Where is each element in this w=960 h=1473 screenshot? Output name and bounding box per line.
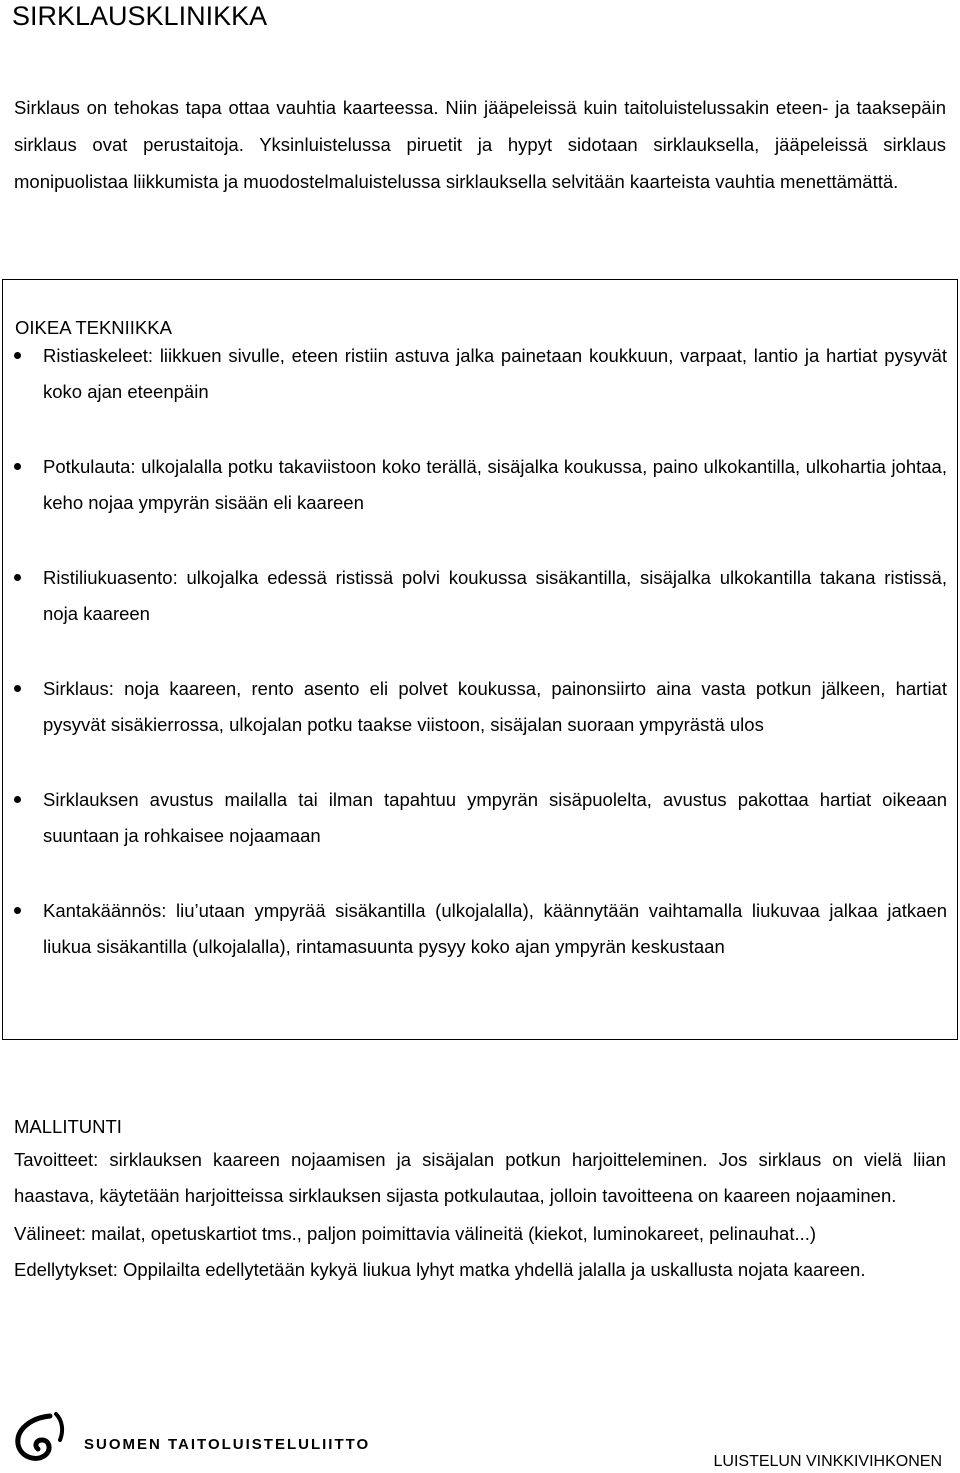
series-label: LUISTELUN VINKKIVIHKONEN xyxy=(713,1453,942,1470)
bullet-icon xyxy=(14,574,21,581)
technique-box xyxy=(2,279,958,1040)
federation-name: SUOMEN TAITOLUISTELULIITTO xyxy=(84,1436,371,1453)
model-lesson-section xyxy=(14,1112,946,1288)
federation-logo xyxy=(12,1412,371,1462)
list-item xyxy=(3,893,957,965)
list-item-text: Kantakäännös: liu’utaan ympyrää sisäkantilla (ulkojalalla), käännytään vaihtamalla liukuvaa jalkaa jatkaen liukua sisäkantilla (ulkojalalla), rintamasuunta pysyy koko ajan ympyrän keskustaan xyxy=(43,900,947,957)
bullet-icon xyxy=(14,907,21,914)
bullet-icon xyxy=(14,352,21,359)
list-item xyxy=(3,560,957,632)
equipment-paragraph: Välineet: mailat, opetuskartiot tms., paljon poimittavia välineitä (kiekot, luminokareet, pelinauhat...) xyxy=(14,1223,817,1244)
bullet-icon xyxy=(14,796,21,803)
list-item-text: Ristiaskeleet: liikkuen sivulle, eteen ristiin astuva jalka painetaan koukkuun, varpaat, lantio ja hartiat pysyvät koko ajan eteenpäin xyxy=(43,345,947,402)
prerequisites-paragraph: Edellytykset: Oppilailta edellytetään kykyä liukua lyhyt matka yhdellä jalalla ja uskallusta nojata kaareen. xyxy=(14,1259,866,1280)
list-item-text: Potkulauta: ulkojalalla potku takaviistoon koko terällä, sisäjalka koukussa, paino ulkokantilla, ulkohartia johtaa, keho nojaa ympyrän sisään eli kaareen xyxy=(43,456,947,513)
technique-list xyxy=(3,338,957,1004)
intro-paragraph: Sirklaus on tehokas tapa ottaa vauhtia kaarteessa. Niin jääpeleissä kuin taitoluistelussakin eteen- ja taaksepäin sirklaus ovat perustaitoja. Yksinluistelussa piruetit ja hypyt sidotaan sirklauksella, jääpeleissä sirklaus monipuolistaa liikkumista ja muodostelmaluistelussa sirklauksella selvitään kaarteista vauhtia menettämättä. xyxy=(14,97,946,192)
list-item xyxy=(3,782,957,854)
list-item-text: Sirklauksen avustus mailalla tai ilman tapahtuu ympyrän sisäpuolelta, avustus pakottaa hartiat oikeaan suuntaan ja rohkaisee nojaamaan xyxy=(43,789,947,846)
list-item xyxy=(3,338,957,410)
model-heading: MALLITUNTI xyxy=(14,1116,122,1137)
technique-heading: OIKEA TEKNIIKKA xyxy=(15,317,172,338)
page-title: SIRKLAUSKLINIKKA xyxy=(12,1,268,31)
bullet-icon xyxy=(14,463,21,470)
list-item xyxy=(3,671,957,743)
bullet-icon xyxy=(14,685,21,692)
list-item-text: Sirklaus: noja kaareen, rento asento eli polvet koukussa, painonsiirto aina vasta potkun jälkeen, hartiat pysyvät sisäkierrossa, ulkojalan potku taakse viistoon, sisäjalan suoraan ympyrästä ulos xyxy=(43,678,947,735)
skating-swirl-logo-icon xyxy=(12,1412,76,1464)
goals-paragraph: Tavoitteet: sirklauksen kaareen nojaamisen ja sisäjalan potkun harjoitteleminen. Jos sirklaus on vielä liian haastava, käytetään harjoitteissa sirklauksen sijasta potkulautaa, jolloin tavoitteena on kaareen nojaaminen. xyxy=(14,1149,946,1206)
list-item xyxy=(3,449,957,521)
list-item-text: Ristiliukuasento: ulkojalka edessä ristissä polvi koukussa sisäkantilla, sisäjalka ulkokantilla takana ristissä, noja kaareen xyxy=(43,567,947,624)
